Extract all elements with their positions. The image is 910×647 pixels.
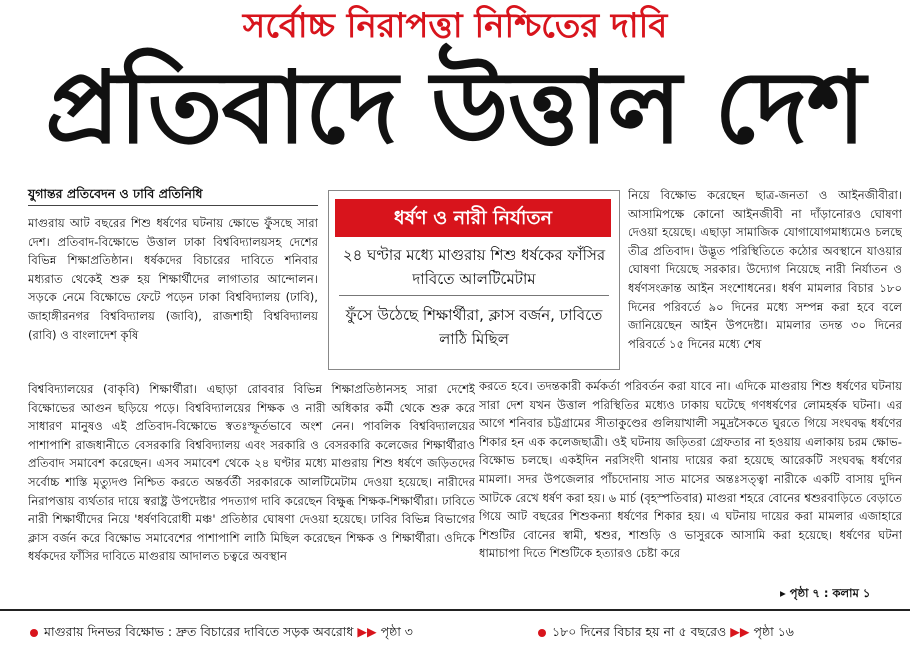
byline-divider [28,205,318,206]
article-column-1: মাগুরায় আট বছরের শিশু ধর্ষণের ঘটনায় ক্ষোভে ফুঁসছে সারা দেশ। প্রতিবাদ-বিক্ষোভে উত্তাল ঢাকা বিশ্ববিদ্যালয়সহ দেশের বিভিন্ন শিক্ষাপ্রতিষ্ঠান। ধর্ষকদের বিচারের দাবিতে শনিবার মধ্যরাত থেকেই শুরু হয় শিক্ষার্থীদের লাগাতার আন্দোলন। সড়কে নেমে বিক্ষোভে ফেটে পড়েন ঢাকা বিশ্ববিদ্যালয় (ঢাবি), জাহাঙ্গীরনগর বিশ্ববিদ্যালয় (জাবি), রাজশাহী বিশ্ববিদ্যালয় (রাবি) ও বাংলাদেশ কৃষি [28,216,318,342]
infobox-subhead-protest: ফুঁসে উঠেছে শিক্ষার্থীরা, ক্লাস বর্জন, ঢাবিতে লাঠি মিছিল [345,306,603,348]
article-lower-right: করতে হবে। তদন্তকারী কর্মকর্তা পরিবর্তন করা যাবে না। এদিকে মাগুরায় শিশু ধর্ষণের ঘটনায় সারা দেশ যখন উত্তাল পরিস্থিতির মধ্যেও ঢাকায় ঘটেছে গণধর্ষণের লোমহর্ষক ঘটনা। এর আগে শনিবার চট্টগ্রামের সীতাকুণ্ডের গুলিয়াখালী সমুদ্রসৈকতে ঘুরতে গিয়ে সংঘবদ্ধ ধর্ষণের শিকার হন এক কলেজছাত্রী। ওই ঘটনায় জড়িতরা গ্রেফতার না হওয়ায় এলাকায় চরম ক্ষোভ-বিক্ষোভ চলছে। একইদিন নরসিংদী থানায় দায়ের করা হয়েছে আরেকটি সংঘবদ্ধ ধর্ষণের মামলা। সদর উপজেলার পাঁচদোনায় সাত মাসের অন্তঃসত্ত্বা নারীকে একটি বাসায় দুদিন আটকে রেখে ধর্ষণ করা হয়। ৬ মার্চ (বৃহস্পতিবার) মাগুরা শহরে বোনের শ্বশুরবাড়িতে বেড়াতে গিয়ে আট বছরের শিশুকন্যা ধর্ষণের শিকার হয়। এ ঘটনায় দায়ের করা মামলার এজাহারে শিশুটির বোনের স্বামী, শ্বশুর, শাশুড়ি ও ভাসুরকে আসামি করা হয়েছে। ধর্ষণের ঘটনা ধামাচাপা দিতে শিশুটিকে হত্যারও চেষ্টা করে [479,379,902,561]
kicker-title: সর্বোচ্চ নিরাপত্তা নিশ্চিতের দাবি [242,6,668,46]
infobox-divider [339,295,609,296]
footer-teaser-1[interactable] [30,623,413,641]
footer-teaser-1-text: মাগুরায় দিনভর বিক্ষোভ : দ্রুত বিচারের দাবিতে সড়ক অবরোধ [44,624,354,639]
bullet-dot-icon [30,629,38,637]
footer-teaser-2-page: পৃষ্ঠা ১৬ [753,624,794,639]
infobox [328,190,620,370]
infobox-title: ধর্ষণ ও নারী নির্যাতন [335,199,611,237]
article-lower-left: বিশ্ববিদ্যালয়ের (বাকৃবি) শিক্ষার্থীরা। এছাড়া রোববার বিভিন্ন শিক্ষাপ্রতিষ্ঠানসহ সারা দেশেই বিক্ষোভের আগুন ছড়িয়ে পড়ে। বিশ্ববিদ্যালয়ের শিক্ষক ও নারী অধিকার কর্মী থেকে শুরু করে সাধারণ মানুষও এই প্রতিবাদ-বিক্ষোভে স্বতঃস্ফূর্তভাবে অংশ নেন। পাবলিক বিশ্ববিদ্যালয়ের পাশাপাশি রাজধানীতে বেসরকারি বিশ্ববিদ্যালয় এবং সরকারি ও বেসরকারি কলেজের শিক্ষার্থীরাও প্রতিবাদ সমাবেশ করেছেন। এসব সমাবেশ থেকে ২৪ ঘণ্টার মধ্যে মাগুরায় শিশু ধর্ষণে জড়িতদের সর্বোচ্চ শাস্তি মৃত্যুদণ্ড নিশ্চিত করতে অন্তর্বর্তী সরকারকে আলটিমেটাম দেওয়া হয়েছে। নারীদের নিরাপত্তায় ব্যর্থতার দায়ে স্বরাষ্ট্র উপদেষ্টার পদত্যাগ দাবি করেছেন বিক্ষুব্ধ শিক্ষক-শিক্ষার্থীরা। ঢাবিতে নারী শিক্ষার্থীদের নিয়ে 'ধর্ষণবিরোধী মঞ্চ' প্রতিষ্ঠার ঘোষণা দেওয়া হয়েছে। ঢাবির বিভিন্ন বিভাগের ক্লাস বর্জন করে বিক্ষোভ সমাবেশের পাশাপাশি লাঠি মিছিল করেছেন শিক্ষক ও শিক্ষার্থীরা। ওদিকে ধর্ষকদের ফাঁসির দাবিতে মাগুরায় আদালত চত্বরে অবস্থান [28,382,475,564]
footer-teasers [0,609,910,647]
footer-teaser-1-page: পৃষ্ঠা ৩ [380,624,413,639]
bullet-dot-icon [538,629,546,637]
footer-teaser-2[interactable] [538,623,794,641]
article-column-3: নিয়ে বিক্ষোভ করেছেন ছাত্র-জনতা ও আইনজীবীরা। আসামিপক্ষে কোনো আইনজীবী না দাঁড়ানোরও ঘোষণা দেওয়া হয়েছে। এছাড়া সামাজিক যোগাযোগমাধ্যমেও চলছে তীব্র প্রতিবাদ। উদ্ভূত পরিস্থিতিতে কঠোর অবস্থানে যাওয়ার ঘোষণা দিয়েছে সরকার। উদ্যোগ নিয়েছে নারী নির্যাতন ও ধর্ষণসংক্রান্ত আইন সংশোধনের। ধর্ষণ মামলার বিচার ১৮০ দিনের পরিবর্তে ৯০ দিনের মধ্যে সম্পন্ন করা হবে বলে জানিয়েছেন আইন উপদেষ্টা। মামলার তদন্ত ৩০ দিনের পরিবর্তে ১৫ দিনের মধ্যে শেষ [628,188,902,351]
double-arrow-icon: ▶▶ [357,624,377,639]
infobox-subhead-ultimatum: ২৪ ঘণ্টার মধ্যে মাগুরায় শিশু ধর্ষকের ফাঁসির দাবিতে আলটিমেটাম [342,246,606,288]
continued-jump: ▸ পৃষ্ঠা ৭ : কলাম ১ [780,586,871,600]
headline: প্রতিবাদে উত্তাল দেশ [45,49,865,166]
footer-divider [0,609,910,611]
double-arrow-icon: ▶▶ [730,624,750,639]
footer-teaser-2-text: ১৮০ দিনের বিচার হয় না ৫ বছরেও [552,624,727,639]
byline: যুগান্তর প্রতিবেদন ও ঢাবি প্রতিনিধি [28,186,203,201]
